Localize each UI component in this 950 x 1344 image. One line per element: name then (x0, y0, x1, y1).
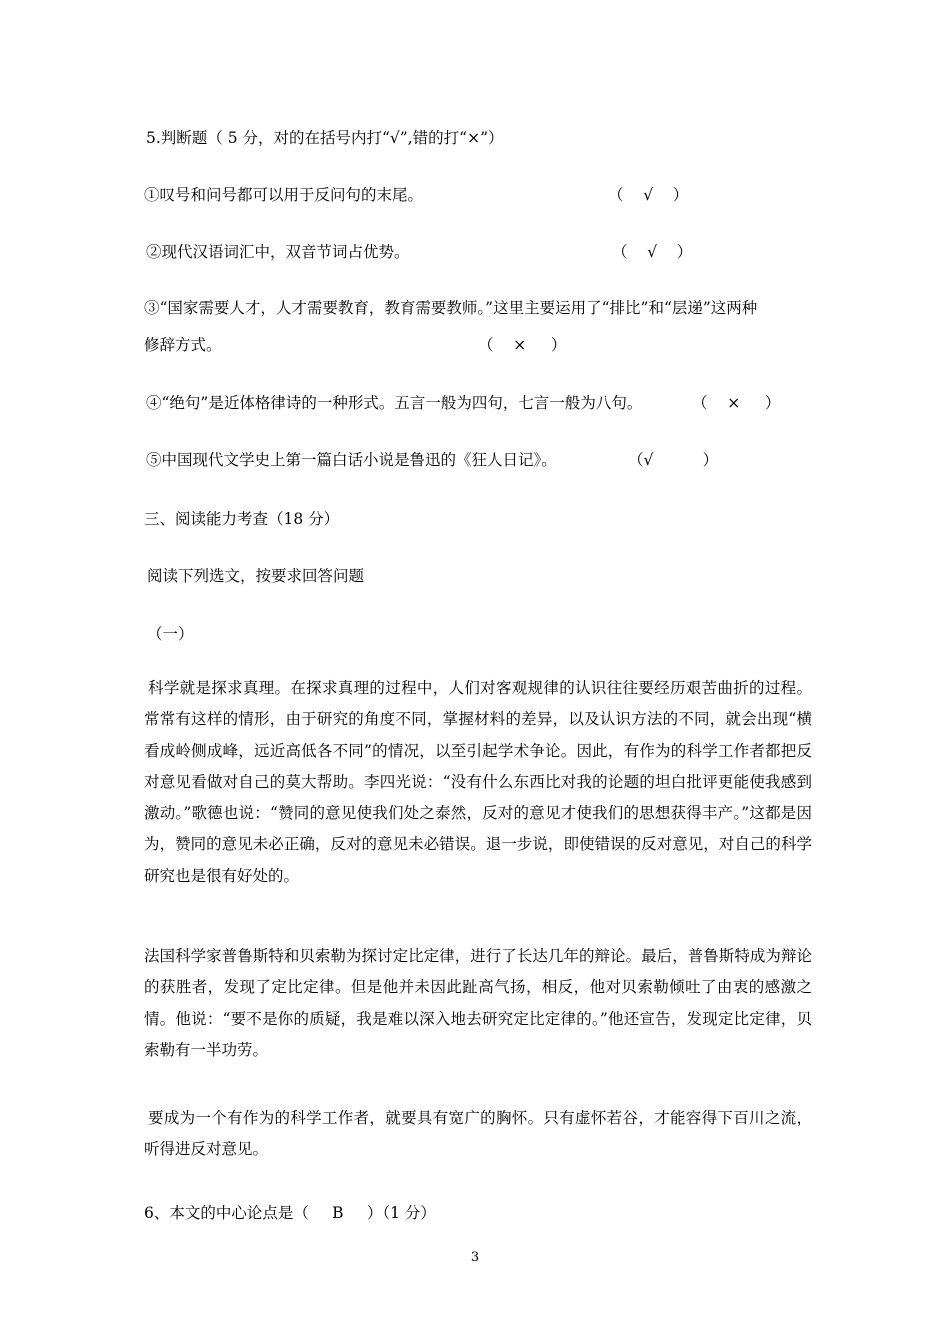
section-3-heading: 三、阅读能力考查（18 分） (144, 510, 340, 528)
judge-item-1-text: ①叹号和问号都可以用于反问句的末尾。 (144, 186, 424, 204)
question-6-suffix: ）（1 分） (366, 1204, 436, 1222)
judge-item-3-text-line1: ③“国家需要人才，人才需要教育，教育需要教师。”这里主要运用了“排比”和“层递”这两种 (144, 299, 758, 317)
judge-item-5-answer: （√ ） (628, 451, 719, 469)
judge-item-2-answer: （ √ ） (612, 243, 693, 261)
judge-heading: 5.判断题（ 5 分，对的在括号内打“√”,错的打“×”） (146, 129, 504, 147)
reading-paragraph-2: 法国科学家普鲁斯特和贝索勒为探讨定比定律，进行了长达几年的辩论。最后，普鲁斯特成为辩论的获胜者，发现了定比定律。但是他并未因此趾高气扬，相反，他对贝索勒倾吐了由衷的感激之情。他说：“要不是你的质疑，我是难以深入地去研究定比定律的。”他还宣告，发现定比定律，贝索勒有一半功劳。 (144, 947, 812, 1059)
judge-item-1-answer: （ √ ） (608, 186, 689, 204)
judge-item-5-text: ⑤中国现代文学史上第一篇白话小说是鲁迅的《狂人日记》。 (146, 451, 557, 469)
page-number: 3 (470, 1250, 480, 1265)
reading-part-label: （一） (147, 625, 194, 643)
question-6-answer: B (332, 1204, 344, 1222)
judge-item-4-text: ④“绝句”是近体格律诗的一种形式。五言一般为四句，七言一般为八句。 (146, 394, 643, 412)
question-6 (144, 1203, 436, 1223)
judge-item-2-text: ②现代汉语词汇中，双音节词占优势。 (146, 243, 410, 261)
judge-item-3-answer: （ × ） (478, 336, 567, 354)
reading-paragraph-1: 科学就是探求真理。在探求真理的过程中，人们对客观规律的认识往往要经历艰苦曲折的过程。常常有这样的情形，由于研究的角度不同，掌握材料的差异，以及认识方法的不同，就会出现“横看成岭侧成峰，远近高低各不同”的情况，以至引起学术争论。因此，有作为的科学工作者都把反对意见看做对自己的莫大帮助。李四光说：“没有什么东西比对我的论题的坦白批评更能使我感到激动。”歌德也说：“赞同的意见使我们处之泰然，反对的意见才使我们的思想获得丰产。”这都是因为，赞同的意见未必正确，反对的意见未必错误。退一步说，即使错误的反对意见，对自己的科学研究也是很有好处的。 (144, 679, 812, 885)
reading-instruction: 阅读下列选文，按要求回答问题 (147, 567, 365, 585)
judge-item-3-text-line2: 修辞方式。 (144, 336, 222, 354)
reading-paragraph-3: 要成为一个有作为的科学工作者，就要具有宽广的胸怀。只有虚怀若谷，才能容得下百川之流，听得进反对意见。 (144, 1109, 812, 1159)
judge-item-4-answer: （ × ） (692, 394, 781, 412)
question-6-prefix: 6、本文的中心论点是（ (144, 1204, 309, 1222)
